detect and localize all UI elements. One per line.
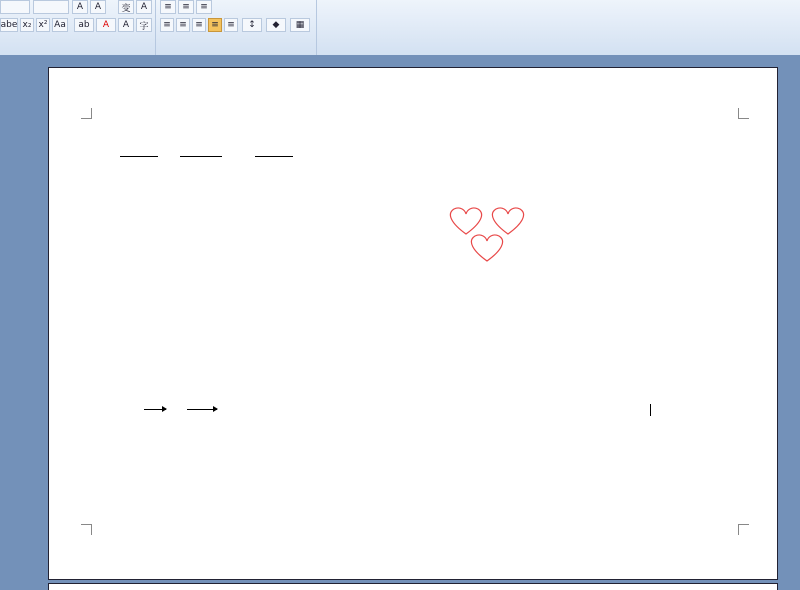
highlight-icon[interactable]: ab — [74, 18, 94, 32]
font-color-icon[interactable]: A — [96, 18, 116, 32]
change-case-icon[interactable]: Aa — [52, 18, 68, 32]
strikethrough-icon[interactable]: abe — [0, 20, 18, 30]
r3-heading — [422, 385, 432, 396]
justify-icon[interactable]: ≡ — [208, 18, 222, 32]
shading-icon[interactable]: ◆ — [266, 18, 286, 32]
grow-font-icon[interactable]: A — [72, 0, 88, 14]
hearts-picture — [444, 206, 534, 266]
align-center-icon[interactable]: ≡ — [176, 18, 190, 32]
numbering-icon[interactable]: ≡ — [178, 0, 194, 14]
q1-heading — [91, 168, 101, 179]
crop-mark — [81, 524, 92, 535]
phonetic-guide-icon[interactable]: 变 — [118, 0, 134, 14]
font-size-box[interactable] — [33, 0, 69, 14]
styles-group — [317, 0, 800, 55]
font-name-box[interactable] — [0, 0, 30, 14]
matching-shapes — [457, 402, 592, 522]
bullets-icon[interactable]: ≡ — [160, 0, 176, 14]
distributed-icon[interactable]: ≡ — [224, 18, 238, 32]
example-line — [144, 409, 166, 410]
subscript-icon[interactable]: x₂ — [20, 18, 34, 32]
class-blank[interactable] — [180, 148, 222, 157]
multilevel-icon[interactable]: ≡ — [196, 0, 212, 14]
borders-icon[interactable]: ▦ — [290, 18, 310, 32]
crop-mark — [738, 108, 749, 119]
example-arrow — [187, 409, 217, 410]
text-cursor — [650, 404, 651, 416]
next-page-edge — [48, 583, 778, 590]
heart-icon — [492, 208, 523, 234]
font-group — [0, 0, 156, 55]
line-spacing-icon[interactable]: ↕ — [242, 18, 262, 32]
smileys-picture — [446, 294, 521, 349]
document-page[interactable] — [48, 67, 778, 580]
superscript-icon[interactable]: x² — [36, 18, 50, 32]
ribbon — [0, 0, 800, 56]
align-right-icon[interactable]: ≡ — [192, 18, 206, 32]
score-blank[interactable] — [255, 148, 293, 157]
student-info-line — [120, 148, 293, 160]
r1-heading — [422, 125, 432, 136]
moons-picture — [605, 302, 730, 360]
paragraph-group — [156, 0, 317, 55]
heart-icon — [450, 208, 481, 234]
heart-icon — [471, 235, 502, 261]
char-border-icon[interactable]: A — [136, 0, 152, 14]
stars-picture — [594, 203, 684, 283]
name-blank[interactable] — [120, 148, 158, 157]
enclose-char-icon[interactable]: 字 — [136, 18, 152, 32]
char-shading-icon[interactable]: A — [118, 18, 134, 32]
shrink-font-icon[interactable]: A — [90, 0, 106, 14]
align-left-icon[interactable]: ≡ — [160, 18, 174, 32]
crop-mark — [738, 524, 749, 535]
crop-mark — [81, 108, 92, 119]
